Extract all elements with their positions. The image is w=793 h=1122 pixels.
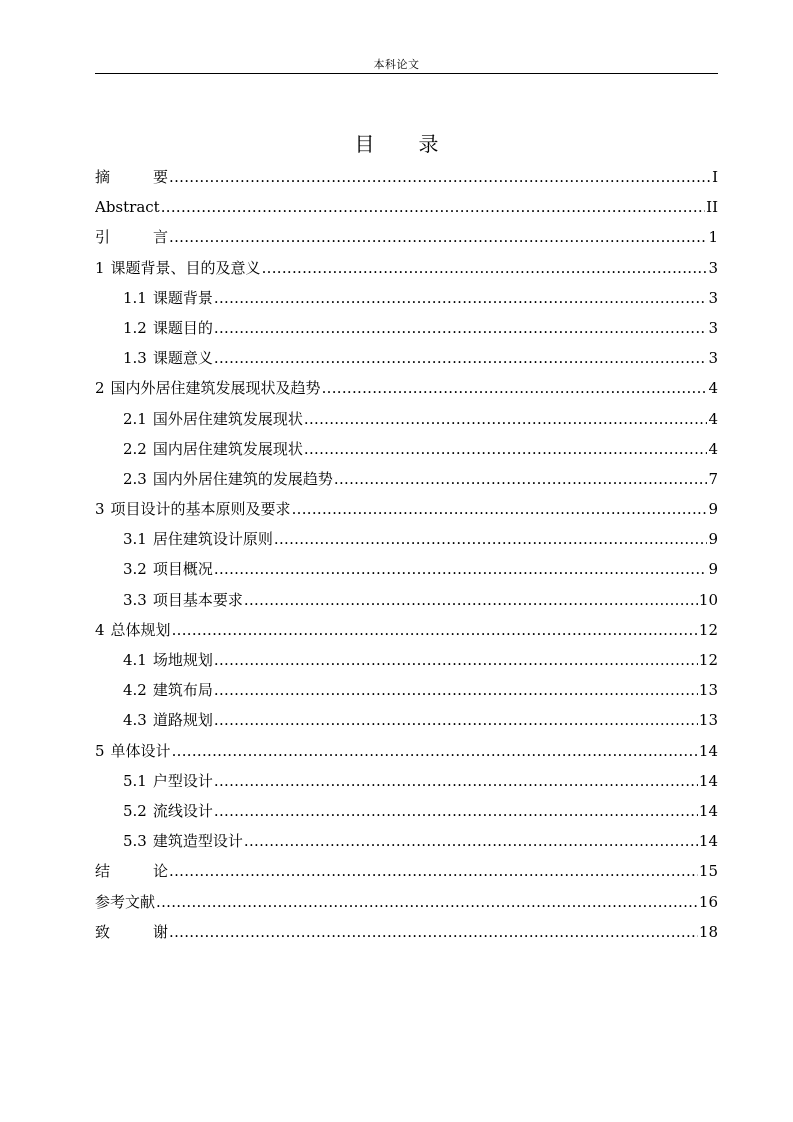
toc-entry-label <box>95 887 155 917</box>
toc-entry-page-number: 14 <box>698 832 718 851</box>
toc-entry-number: 5 <box>95 741 105 760</box>
toc-title-right: 录 <box>418 132 439 156</box>
toc-entry-label <box>95 253 261 283</box>
toc-entry-page-number: 3 <box>708 258 718 277</box>
toc-entry-page-number: 13 <box>698 681 718 700</box>
toc-entry-number: 5.1 <box>123 771 147 790</box>
toc-entry-page-number: 9 <box>708 530 718 549</box>
toc-entry-page-number: 12 <box>698 620 718 639</box>
toc-entry-title: 总体规划 <box>110 620 171 639</box>
toc-entry[interactable] <box>95 253 718 283</box>
toc-entry-number: 5.2 <box>123 801 147 820</box>
toc-entry-number: 3.3 <box>123 590 147 609</box>
toc-entry-page-number: 4 <box>708 439 718 458</box>
toc-leader-dots <box>262 253 708 283</box>
toc-leader-dots <box>244 826 698 856</box>
toc-entry-label <box>95 192 160 222</box>
toc-leader-dots <box>172 615 698 645</box>
toc-leader-dots <box>161 192 705 222</box>
toc-entry-page-number: 9 <box>708 560 718 579</box>
toc-entry-title: 项目基本要求 <box>152 590 243 609</box>
toc-entry[interactable] <box>95 675 718 705</box>
toc-leader-dots <box>156 887 698 917</box>
toc-entry-number: 1.3 <box>123 349 147 368</box>
toc-entry-label <box>123 313 213 343</box>
toc-title <box>0 130 793 158</box>
toc-leader-dots <box>214 283 708 313</box>
toc-leader-dots <box>322 373 708 403</box>
toc-entry[interactable] <box>95 373 718 403</box>
toc-entry-label <box>95 615 171 645</box>
toc-leader-dots <box>244 585 698 615</box>
toc-entry[interactable] <box>95 192 718 222</box>
toc-entry[interactable] <box>95 766 718 796</box>
toc-entry[interactable] <box>95 585 718 615</box>
toc-entry-label <box>95 222 168 252</box>
toc-entry-title: 课题背景 <box>152 288 213 307</box>
toc-entry-title: 单体设计 <box>110 741 171 760</box>
toc-entry-label <box>123 585 243 615</box>
page-header: 本科论文 <box>373 58 420 71</box>
toc-entry[interactable] <box>95 856 718 886</box>
toc-leader-dots <box>214 645 698 675</box>
toc-leader-dots <box>172 736 698 766</box>
toc-entry-title: 流线设计 <box>152 801 213 820</box>
toc-entry[interactable] <box>95 796 718 826</box>
toc-entry-page-number: 12 <box>698 651 718 669</box>
toc-entry-number: 2.2 <box>123 439 147 458</box>
toc-entry-title: 课题背景、目的及意义 <box>110 258 261 277</box>
toc-entry-title: 项目概况 <box>152 560 213 579</box>
toc-entry-title: 参考文献 <box>95 892 156 911</box>
toc-entry-number: 2 <box>95 379 105 398</box>
toc-entry-title-char: 结 <box>95 862 111 881</box>
toc-entry-title: 国内居住建筑发展现状 <box>152 439 303 458</box>
toc-entry-number: 3.2 <box>123 560 147 579</box>
toc-entry[interactable] <box>95 222 718 252</box>
toc-entry[interactable] <box>95 313 718 343</box>
toc-entry-label <box>123 554 213 584</box>
toc-entry-title: 国外居住建筑发展现状 <box>152 409 303 428</box>
toc-entry-page-number: 16 <box>698 892 718 911</box>
toc-entry[interactable] <box>95 343 718 373</box>
toc-entry-page-number: 3 <box>708 288 718 307</box>
toc-entry-number: 2.1 <box>123 409 147 428</box>
toc-entry-number: 3.1 <box>123 530 147 549</box>
toc-entry-label <box>123 343 213 373</box>
toc-entry[interactable] <box>95 524 718 554</box>
toc-entry-title: 户型设计 <box>152 771 213 790</box>
toc-leader-dots <box>214 675 698 705</box>
toc-entry-label <box>123 645 213 675</box>
toc-entry-title: 项目设计的基本原则及要求 <box>110 500 291 519</box>
toc-leader-dots <box>304 404 708 434</box>
toc-entry-number: 2.3 <box>123 469 147 488</box>
table-of-contents <box>95 162 718 947</box>
toc-leader-dots <box>214 343 708 373</box>
toc-entry-title: 建筑布局 <box>152 681 213 700</box>
toc-entry-number: 1.2 <box>123 318 147 337</box>
toc-entry[interactable] <box>95 464 718 494</box>
toc-leader-dots <box>334 464 708 494</box>
toc-entry-label <box>123 464 333 494</box>
toc-entry-title-char: 论 <box>153 862 169 881</box>
toc-entry-title-char: 谢 <box>153 922 169 941</box>
toc-entry-page-number: 14 <box>698 741 718 760</box>
toc-entry-label <box>123 675 213 705</box>
toc-leader-dots <box>214 313 708 343</box>
toc-entry[interactable] <box>95 826 718 856</box>
toc-entry-title: 国内外居住建筑的发展趋势 <box>152 469 333 488</box>
toc-entry-number: 4.2 <box>123 681 147 700</box>
toc-entry[interactable] <box>95 494 718 524</box>
toc-title-left: 目 <box>354 132 375 156</box>
toc-entry-title: Abstract <box>95 198 160 217</box>
toc-leader-dots <box>214 796 698 826</box>
toc-leader-dots <box>169 856 698 886</box>
toc-entry-label <box>95 494 291 524</box>
toc-entry-label <box>95 162 168 192</box>
toc-entry-label <box>95 917 168 947</box>
toc-entry[interactable] <box>95 404 718 434</box>
toc-entry-page-number: 9 <box>708 500 718 519</box>
toc-entry-label <box>123 434 303 464</box>
toc-leader-dots <box>214 705 698 735</box>
toc-leader-dots <box>304 434 708 464</box>
toc-entry-title-char: 引 <box>95 228 111 247</box>
toc-entry-label <box>123 404 303 434</box>
toc-entry[interactable] <box>95 645 718 675</box>
toc-entry-label <box>123 283 213 313</box>
toc-entry-title: 国内外居住建筑发展现状及趋势 <box>110 379 321 398</box>
toc-entry-number: 3 <box>95 500 105 519</box>
toc-leader-dots <box>214 554 708 584</box>
toc-entry-page-number: II <box>706 198 718 217</box>
toc-entry-page-number: 3 <box>708 318 718 337</box>
toc-entry-label <box>123 705 213 735</box>
toc-entry-page-number: 13 <box>698 711 718 730</box>
header-divider <box>95 73 718 74</box>
toc-leader-dots <box>292 494 708 524</box>
toc-entry-number: 5.3 <box>123 832 147 851</box>
toc-entry-label <box>95 736 171 766</box>
toc-entry-label <box>123 796 213 826</box>
toc-entry-page-number: 7 <box>708 469 718 488</box>
toc-entry[interactable] <box>95 283 718 313</box>
toc-entry-title-char: 摘 <box>95 168 111 186</box>
toc-entry-number: 4.3 <box>123 711 147 730</box>
toc-entry-title: 课题目的 <box>152 318 213 337</box>
toc-entry-title: 居住建筑设计原则 <box>152 530 273 549</box>
toc-entry-title-char: 要 <box>153 168 169 186</box>
toc-entry-label <box>123 766 213 796</box>
toc-entry-page-number: 10 <box>698 590 718 609</box>
toc-entry-number: 4 <box>95 620 105 639</box>
toc-entry-number: 1 <box>95 258 105 277</box>
toc-entry-label <box>123 826 243 856</box>
toc-entry[interactable] <box>95 917 718 947</box>
toc-entry[interactable] <box>95 162 718 192</box>
toc-entry-page-number: 14 <box>698 801 718 820</box>
toc-entry-label <box>95 856 168 886</box>
toc-entry-number: 4.1 <box>123 651 147 669</box>
toc-leader-dots <box>274 524 708 554</box>
toc-entry-page-number: 1 <box>708 228 718 247</box>
toc-entry-label <box>123 524 273 554</box>
toc-leader-dots <box>169 917 698 947</box>
toc-entry-page-number: 4 <box>708 379 718 398</box>
toc-entry[interactable] <box>95 615 718 645</box>
toc-entry[interactable] <box>95 434 718 464</box>
toc-entry[interactable] <box>95 736 718 766</box>
toc-leader-dots <box>169 222 707 252</box>
toc-entry-page-number: I <box>712 168 718 186</box>
toc-entry-number: 1.1 <box>123 288 147 307</box>
toc-entry-title-char: 言 <box>153 228 169 247</box>
toc-entry-page-number: 14 <box>698 771 718 790</box>
toc-entry[interactable] <box>95 705 718 735</box>
toc-leader-dots <box>214 766 698 796</box>
toc-entry-page-number: 3 <box>708 349 718 368</box>
toc-entry-title: 课题意义 <box>152 349 213 368</box>
toc-entry-title: 道路规划 <box>152 711 213 730</box>
toc-entry-title-char: 致 <box>95 922 111 941</box>
toc-entry[interactable] <box>95 887 718 917</box>
toc-entry-page-number: 15 <box>698 862 718 881</box>
toc-entry-label <box>95 373 321 403</box>
toc-leader-dots <box>169 162 711 192</box>
toc-entry-page-number: 4 <box>708 409 718 428</box>
toc-entry-title: 建筑造型设计 <box>152 832 243 851</box>
toc-entry-page-number: 18 <box>698 922 718 941</box>
toc-entry[interactable] <box>95 554 718 584</box>
toc-entry-title: 场地规划 <box>152 651 213 669</box>
